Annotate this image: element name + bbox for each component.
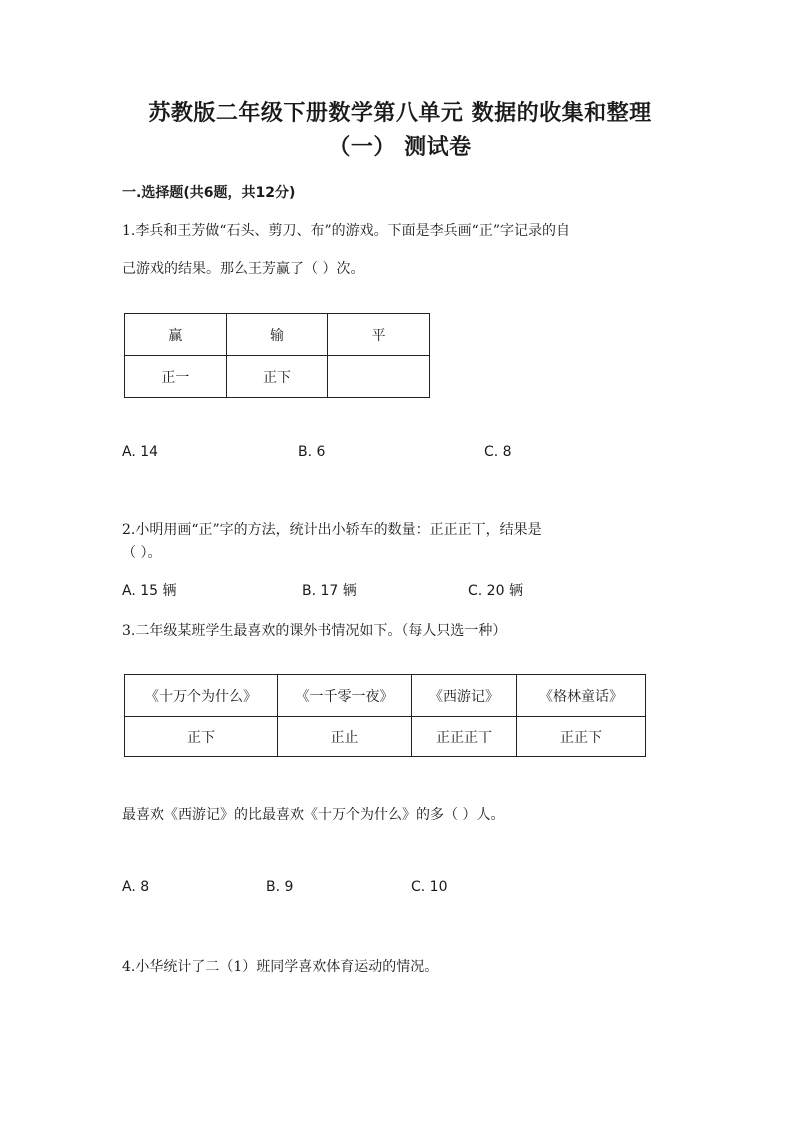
table-cell: 正下	[125, 717, 278, 757]
q4-text-line1: 4.小华统计了二（1）班同学喜欢体育运动的情况。	[122, 959, 439, 975]
q1-option-a[interactable]: A. 14	[122, 444, 159, 460]
q3-option-a[interactable]: A. 8	[122, 879, 150, 895]
table-row	[125, 717, 646, 757]
table-cell: 正下	[226, 356, 328, 398]
q3-option-b[interactable]: B. 9	[266, 879, 294, 895]
section-heading: 一.选择题(共6题，共12分)	[122, 185, 296, 201]
q3-text-line2: 最喜欢《西游记》的比最喜欢《十万个为什么》的多（ ）人。	[122, 807, 505, 823]
table-header-row	[125, 314, 430, 356]
table-header-cell: 《格林童话》	[517, 675, 646, 717]
q2-option-c[interactable]: C. 20 辆	[468, 583, 523, 599]
q1-text-line2: 己游戏的结果。那么王芳赢了（ ）次。	[122, 261, 365, 277]
table-cell: 正正正丅	[412, 717, 517, 757]
table-cell: 正正下	[517, 717, 646, 757]
table-header-cell: 《十万个为什么》	[125, 675, 278, 717]
q1-option-c[interactable]: C. 8	[484, 444, 512, 460]
q2-text-line2: （ ）。	[122, 545, 162, 561]
table-header-cell: 《一千零一夜》	[278, 675, 412, 717]
table-header-cell: 《西游记》	[412, 675, 517, 717]
page-title-line2: （一） 测试卷	[328, 135, 472, 160]
q2-text-line1: 2.小明用画“正”字的方法，统计出小轿车的数量：正正正丅，结果是	[122, 522, 542, 538]
q2-option-a[interactable]: A. 15 辆	[122, 583, 177, 599]
q2-option-b[interactable]: B. 17 辆	[302, 583, 357, 599]
q1-text-line1: 1.李兵和王芳做“石头、剪刀、布”的游戏。下面是李兵画“正”字记录的自	[122, 223, 570, 239]
q1-option-b[interactable]: B. 6	[298, 444, 326, 460]
table-cell: 正止	[278, 717, 412, 757]
table-header-cell: 平	[328, 314, 430, 356]
table-row	[125, 356, 430, 398]
q3-table	[124, 674, 646, 757]
q3-text-line1: 3.二年级某班学生最喜欢的课外书情况如下。（每人只选一种）	[122, 623, 507, 639]
table-cell	[328, 356, 430, 398]
table-cell: 正一	[125, 356, 227, 398]
q3-option-c[interactable]: C. 10	[411, 879, 448, 895]
q1-table	[124, 313, 430, 398]
table-header-row	[125, 675, 646, 717]
table-header-cell: 赢	[125, 314, 227, 356]
table-header-cell: 输	[226, 314, 328, 356]
page-title-line1: 苏教版二年级下册数学第八单元 数据的收集和整理	[148, 101, 652, 126]
